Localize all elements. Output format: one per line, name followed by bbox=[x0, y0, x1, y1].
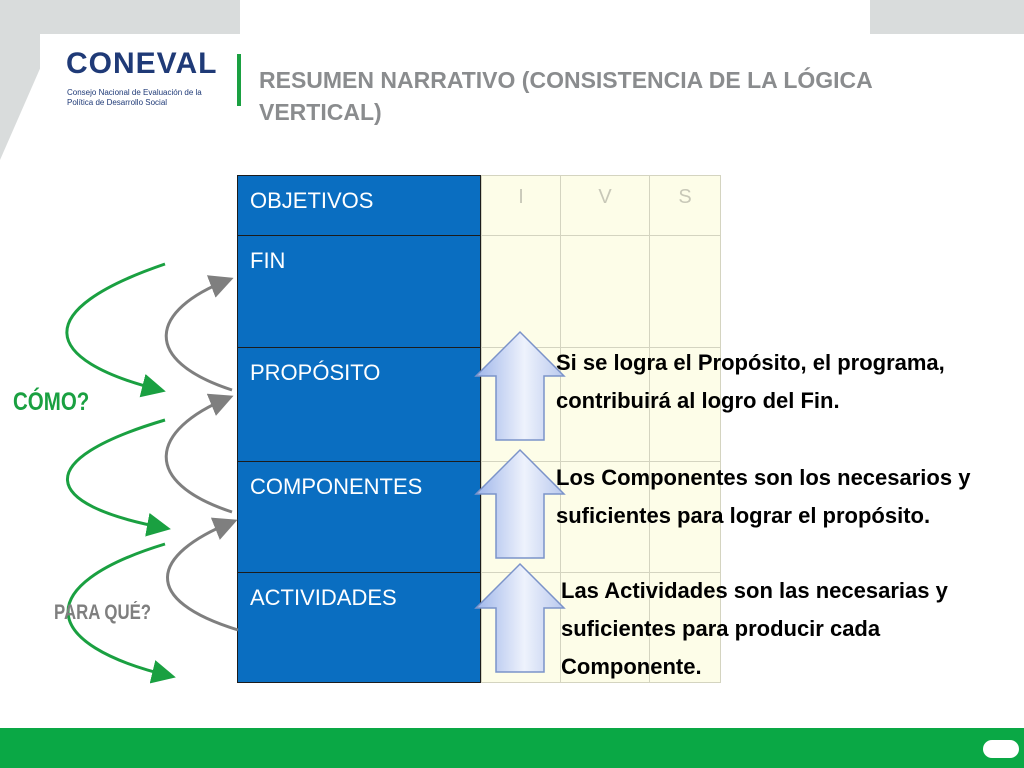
column-header-i-label: I bbox=[518, 186, 524, 208]
column-header-s-label: S bbox=[678, 186, 692, 208]
objectives-header-cell bbox=[237, 175, 481, 236]
como-label: CÓMO? bbox=[13, 388, 90, 416]
up-arrow-icon bbox=[474, 562, 566, 674]
para-que-label: PARA QUÉ? bbox=[54, 601, 152, 624]
row-actividades-label: ACTIVIDADES bbox=[250, 585, 397, 610]
description-actividades: Las Actividades son las necesarias y suficientes para producir cada Componente. bbox=[561, 578, 948, 679]
footer-badge bbox=[983, 740, 1019, 758]
description-proposito: Si se logra el Propósito, el programa, contribuirá al logro del Fin. bbox=[556, 350, 945, 413]
row-proposito bbox=[237, 347, 481, 462]
column-header-v-label: V bbox=[598, 186, 612, 208]
column-header-s bbox=[649, 175, 721, 236]
background-band-top-right bbox=[870, 0, 1024, 34]
up-arrow-icon bbox=[474, 448, 566, 560]
row-proposito-label: PROPÓSITO bbox=[250, 360, 381, 385]
logo-subtitle: Consejo Nacional de Evaluación de la Política de Desarrollo Social bbox=[67, 88, 202, 107]
column-header-i bbox=[481, 175, 561, 236]
objectives-header-label: OBJETIVOS bbox=[250, 188, 374, 213]
row-actividades bbox=[237, 572, 481, 683]
footer-bar bbox=[0, 728, 1024, 768]
header-divider bbox=[237, 54, 241, 106]
page-title: RESUMEN NARRATIVO (CONSISTENCIA DE LA LÓGICA VERTICAL) bbox=[259, 67, 872, 125]
up-arrow-icon bbox=[474, 330, 566, 442]
cell-fin-v bbox=[560, 235, 650, 348]
description-componentes: Los Componentes son los necesarios y suficientes para lograr el propósito. bbox=[556, 465, 971, 528]
row-componentes bbox=[237, 461, 481, 573]
row-componentes-label: COMPONENTES bbox=[250, 474, 423, 499]
column-header-v bbox=[560, 175, 650, 236]
row-fin bbox=[237, 235, 481, 348]
coneval-logo: CONEVAL bbox=[66, 47, 218, 80]
row-fin-label: FIN bbox=[250, 248, 286, 273]
cell-fin-s bbox=[649, 235, 721, 348]
